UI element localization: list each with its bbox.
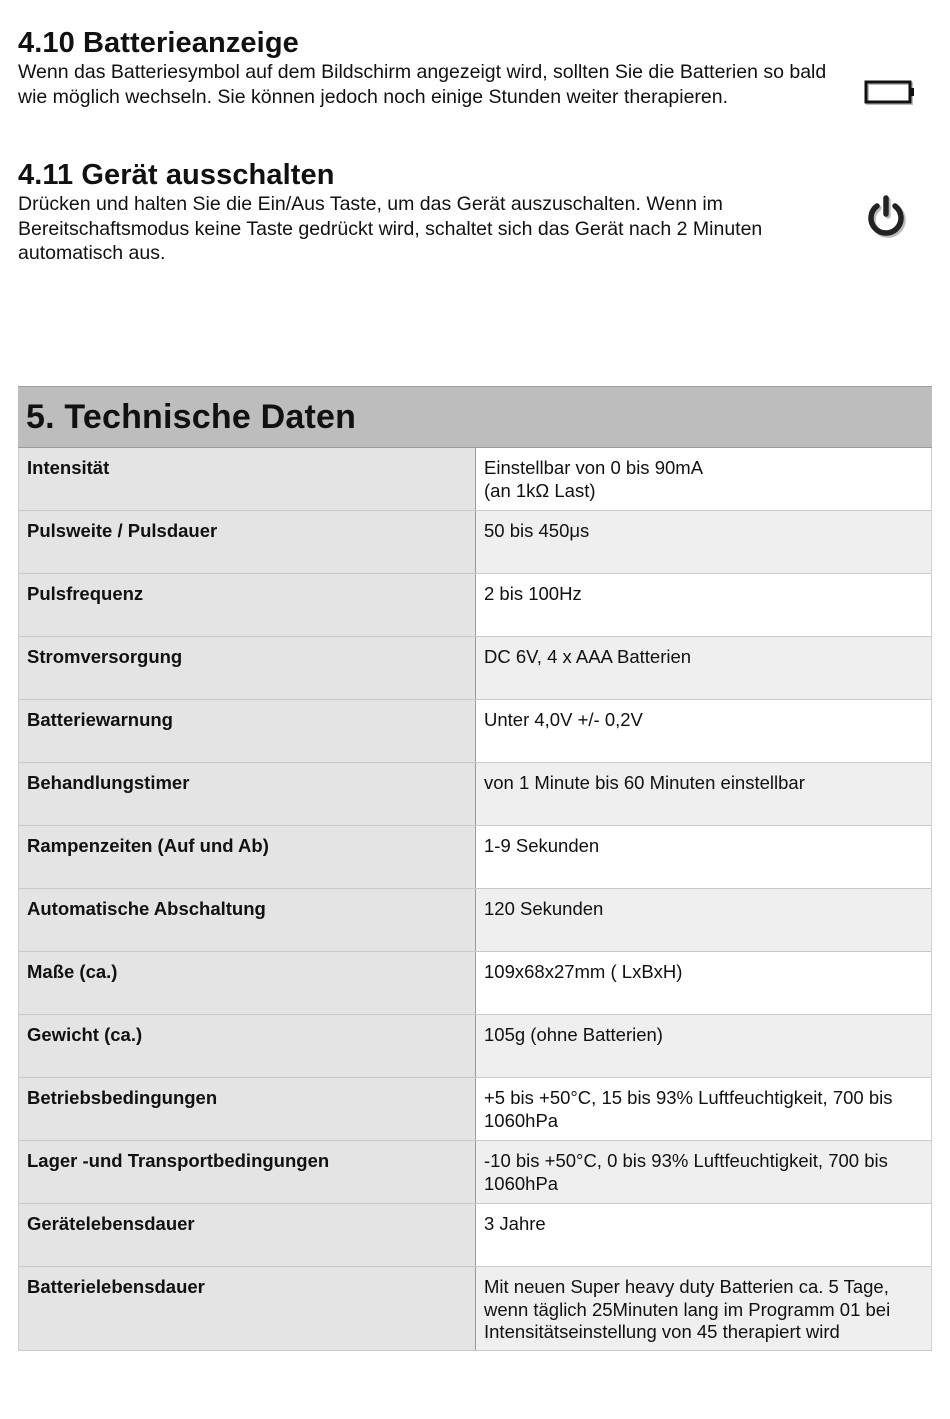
section-battery-indicator xyxy=(18,26,848,109)
battery-icon xyxy=(862,76,918,106)
table-row xyxy=(19,952,931,1015)
technical-data-table xyxy=(18,386,932,1351)
row-label: Pulsfrequenz xyxy=(19,574,476,636)
table-row xyxy=(19,574,931,637)
table-row xyxy=(19,1015,931,1078)
row-value: DC 6V, 4 x AAA Batterien xyxy=(476,637,931,699)
table-row xyxy=(19,1078,931,1141)
row-label: Lager -und Transportbedingungen xyxy=(19,1141,476,1203)
row-value: 109x68x27mm ( LxBxH) xyxy=(476,952,931,1014)
table-row xyxy=(19,889,931,952)
row-label: Automatische Abschaltung xyxy=(19,889,476,951)
table-row xyxy=(19,1141,931,1204)
section-device-off xyxy=(18,158,848,266)
table-row xyxy=(19,700,931,763)
row-value: von 1 Minute bis 60 Minuten einstellbar xyxy=(476,763,931,825)
row-value: 105g (ohne Batterien) xyxy=(476,1015,931,1077)
row-label: Batteriewarnung xyxy=(19,700,476,762)
row-value: 2 bis 100Hz xyxy=(476,574,931,636)
table-title: 5. Technische Daten xyxy=(26,397,357,436)
row-label: Gerätelebensdauer xyxy=(19,1204,476,1266)
table-row xyxy=(19,448,931,511)
table-body xyxy=(18,448,932,1351)
table-row xyxy=(19,826,931,889)
row-label: Gewicht (ca.) xyxy=(19,1015,476,1077)
row-label: Rampenzeiten (Auf und Ab) xyxy=(19,826,476,888)
row-value: 120 Sekunden xyxy=(476,889,931,951)
row-label: Batterielebensdauer xyxy=(19,1267,476,1350)
row-value: Unter 4,0V +/- 0,2V xyxy=(476,700,931,762)
row-value: Mit neuen Super heavy duty Batterien ca. 5 Tage, wenn täglich 25Minuten lang im Programm 01 bei Intensitätseinstellung von 45 therapiert wird xyxy=(476,1267,931,1350)
row-value: 3 Jahre xyxy=(476,1204,931,1266)
row-value: +5 bis +50°C, 15 bis 93% Luftfeuchtigkeit, 700 bis 1060hPa xyxy=(476,1078,931,1140)
table-row xyxy=(19,1204,931,1267)
table-row xyxy=(19,637,931,700)
row-label: Stromversorgung xyxy=(19,637,476,699)
row-label: Betriebsbedingungen xyxy=(19,1078,476,1140)
table-row xyxy=(19,1267,931,1351)
row-value: 1-9 Sekunden xyxy=(476,826,931,888)
table-row xyxy=(19,763,931,826)
row-value: Einstellbar von 0 bis 90mA (an 1kΩ Last) xyxy=(476,448,931,510)
table-header xyxy=(18,386,932,448)
row-value: -10 bis +50°C, 0 bis 93% Luftfeuchtigkeit, 700 bis 1060hPa xyxy=(476,1141,931,1203)
row-label: Pulsweite / Pulsdauer xyxy=(19,511,476,573)
table-row xyxy=(19,511,931,574)
section-body: Drücken und halten Sie die Ein/Aus Taste, um das Gerät auszuschalten. Wenn im Bereitschaftsmodus keine Taste gedrückt wird, schaltet sich das Gerät nach 2 Minuten automatisch aus. xyxy=(18,193,763,264)
power-icon xyxy=(862,192,914,244)
section-title: 4.11 Gerät ausschalten xyxy=(18,159,335,191)
row-label: Intensität xyxy=(19,448,476,510)
row-label: Maße (ca.) xyxy=(19,952,476,1014)
section-body: Wenn das Batteriesymbol auf dem Bildschirm angezeigt wird, sollten Sie die Batterien so bald wie möglich wechseln. Sie können jedoch noch einige Stunden weiter therapieren. xyxy=(18,61,827,108)
row-label: Behandlungstimer xyxy=(19,763,476,825)
section-title: 4.10 Batterieanzeige xyxy=(18,27,299,59)
row-value: 50 bis 450μs xyxy=(476,511,931,573)
